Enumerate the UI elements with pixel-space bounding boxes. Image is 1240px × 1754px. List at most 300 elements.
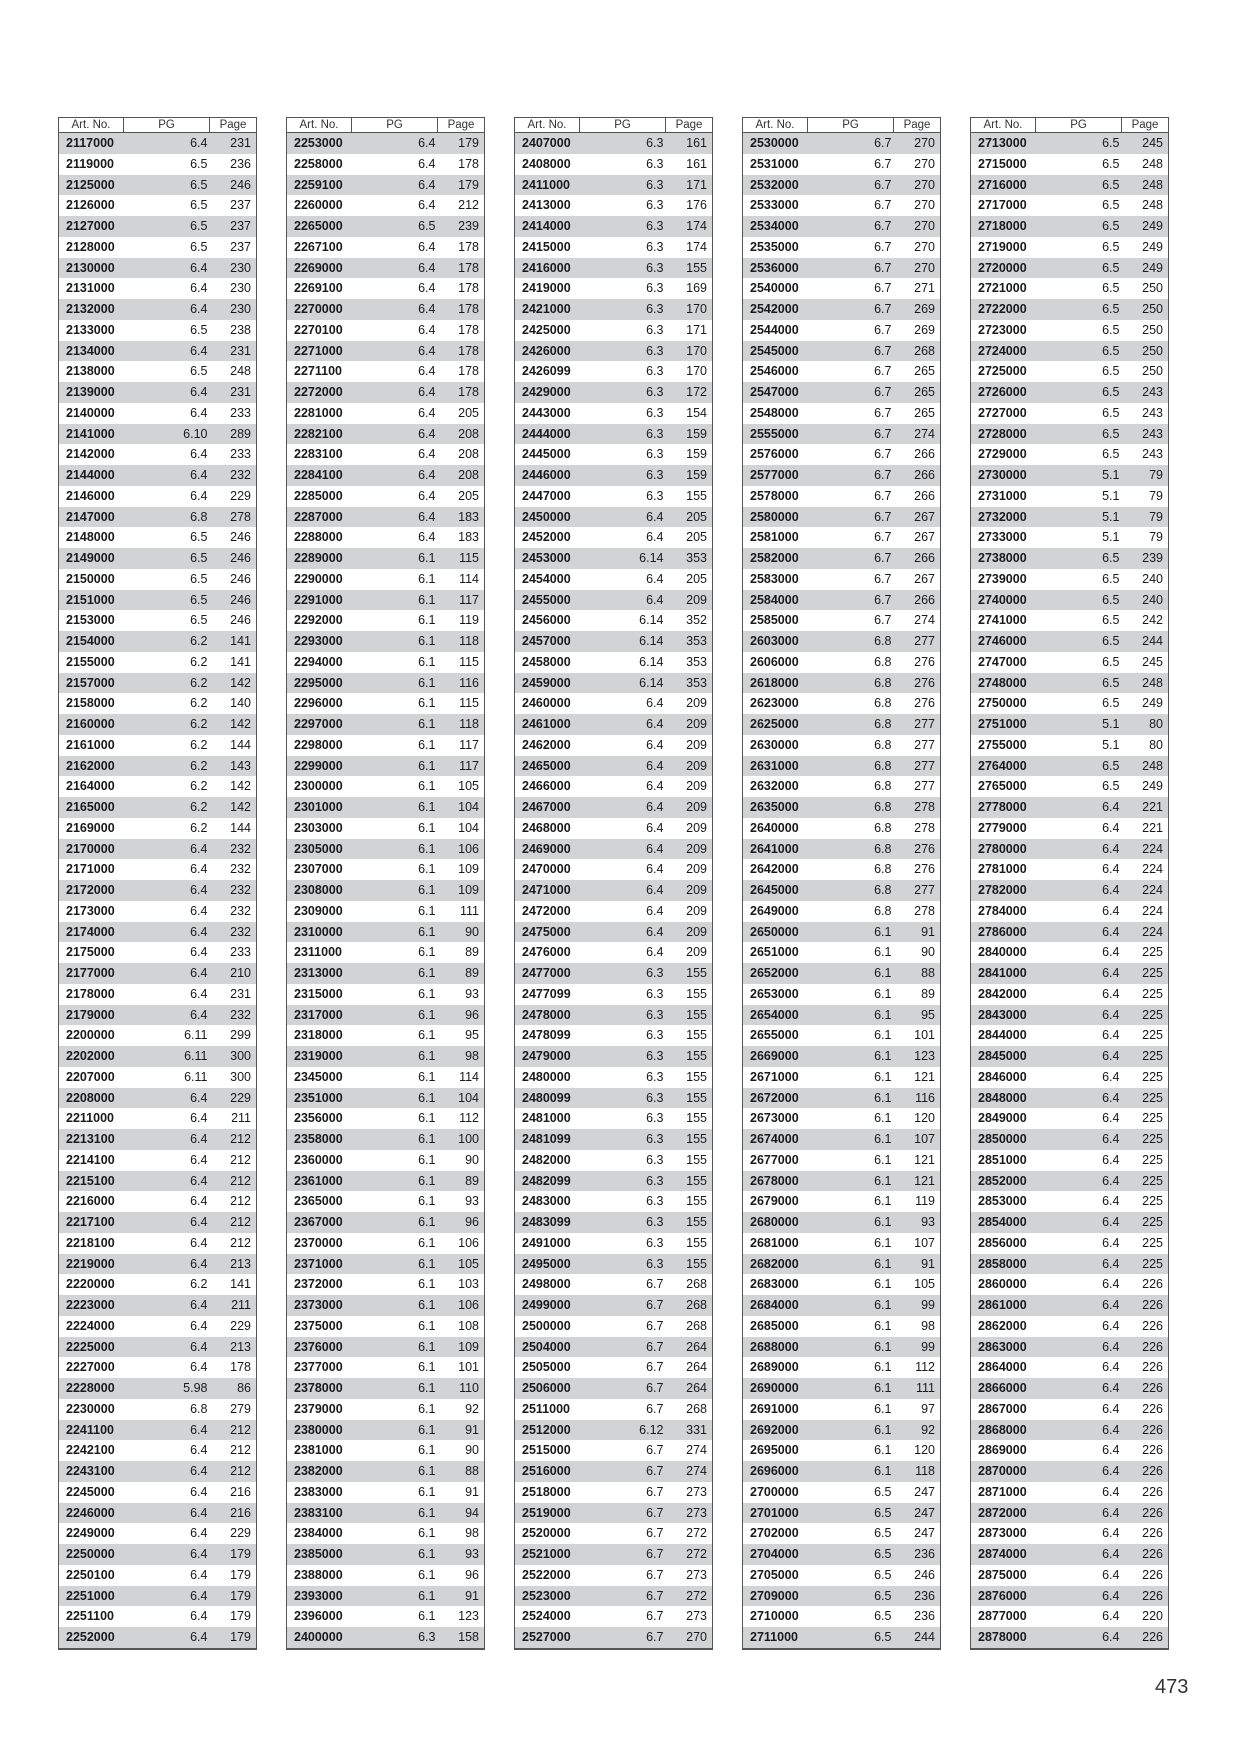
art-no-cell: 2260000 bbox=[294, 198, 343, 213]
pg-cell: 6.7 bbox=[874, 488, 892, 503]
art-no-cell: 2151000 bbox=[59, 590, 124, 611]
pg-cell: 6.4 bbox=[1102, 986, 1120, 1001]
table-row bbox=[743, 1399, 940, 1420]
page-cell: 209 bbox=[666, 922, 713, 943]
pg-cell: 6.1 bbox=[874, 1235, 892, 1250]
page-cell: 268 bbox=[686, 1318, 707, 1333]
pg-cell: 6.4 bbox=[124, 1212, 210, 1233]
pg-header: PG bbox=[124, 118, 210, 133]
pg-cell: 6.4 bbox=[418, 239, 436, 254]
pg-cell: 6.4 bbox=[124, 963, 210, 984]
page-cell: 178 bbox=[458, 364, 479, 379]
page-cell: 179 bbox=[210, 1627, 257, 1648]
pg-cell: 6.5 bbox=[1102, 405, 1120, 420]
art-no-cell: 2259100 bbox=[287, 175, 352, 196]
table-row bbox=[287, 756, 484, 777]
pg-cell: 6.1 bbox=[418, 1401, 436, 1416]
art-no-cell: 2618000 bbox=[743, 673, 808, 694]
table-row bbox=[743, 859, 940, 880]
table-row bbox=[515, 1005, 712, 1026]
art-no-cell: 2678000 bbox=[743, 1171, 808, 1192]
art-no-cell: 2654000 bbox=[743, 1005, 808, 1026]
art-no-cell: 2429000 bbox=[515, 382, 580, 403]
table-row bbox=[971, 382, 1168, 403]
art-no-cell: 2520000 bbox=[522, 1526, 571, 1541]
art-no-cell: 2380000 bbox=[287, 1420, 352, 1441]
table-row bbox=[971, 1627, 1168, 1648]
table-row bbox=[971, 1212, 1168, 1233]
pg-cell: 6.1 bbox=[352, 631, 438, 652]
page-cell: 143 bbox=[210, 756, 257, 777]
page-cell: 155 bbox=[666, 258, 713, 279]
art-no-cell: 2282100 bbox=[287, 424, 352, 445]
table-row bbox=[59, 278, 256, 299]
pg-cell: 6.5 bbox=[1036, 424, 1122, 445]
page-cell: 267 bbox=[914, 530, 935, 545]
art-no-cell: 2718000 bbox=[971, 216, 1036, 237]
art-no-cell: 2396000 bbox=[294, 1609, 343, 1624]
art-no-cell: 2606000 bbox=[750, 654, 799, 669]
art-no-cell: 2523000 bbox=[515, 1586, 580, 1607]
art-no-cell: 2630000 bbox=[750, 737, 799, 752]
art-no-cell: 2462000 bbox=[522, 737, 571, 752]
pg-cell: 6.4 bbox=[418, 488, 436, 503]
art-no-cell: 2285000 bbox=[294, 488, 343, 503]
pg-cell: 6.4 bbox=[190, 1443, 208, 1458]
art-no-cell: 2548000 bbox=[750, 405, 799, 420]
art-no-cell: 2295000 bbox=[287, 673, 352, 694]
art-no-cell: 2695000 bbox=[750, 1443, 799, 1458]
pg-cell: 6.4 bbox=[1036, 1295, 1122, 1316]
table-row bbox=[287, 1108, 484, 1129]
art-no-cell: 2447000 bbox=[522, 488, 571, 503]
page-cell: 158 bbox=[438, 1627, 485, 1648]
page-cell: 212 bbox=[210, 1420, 257, 1441]
table-row bbox=[59, 984, 256, 1005]
art-no-cell: 2545000 bbox=[743, 341, 808, 362]
pg-cell: 6.7 bbox=[874, 364, 892, 379]
page-cell: 155 bbox=[686, 1235, 707, 1250]
art-no-cell: 2512000 bbox=[515, 1420, 580, 1441]
pg-cell: 6.1 bbox=[418, 986, 436, 1001]
pg-cell: 6.1 bbox=[352, 922, 438, 943]
table-row bbox=[743, 1254, 940, 1275]
table-row bbox=[971, 507, 1168, 528]
table-row bbox=[287, 1088, 484, 1109]
table-row bbox=[515, 465, 712, 486]
pg-cell: 6.1 bbox=[352, 1005, 438, 1026]
page-cell: 274 bbox=[914, 613, 935, 628]
page-cell: 94 bbox=[438, 1503, 485, 1524]
art-no-cell: 2747000 bbox=[978, 654, 1027, 669]
table-row bbox=[59, 1565, 256, 1586]
pg-cell: 6.5 bbox=[808, 1586, 894, 1607]
table-row bbox=[743, 1046, 940, 1067]
page-cell: 91 bbox=[465, 1484, 479, 1499]
art-no-cell: 2227000 bbox=[66, 1360, 115, 1375]
pg-cell: 6.4 bbox=[124, 1088, 210, 1109]
table-row bbox=[59, 1378, 256, 1399]
table-row bbox=[287, 1316, 484, 1337]
pg-cell: 6.5 bbox=[124, 216, 210, 237]
page-cell: 178 bbox=[438, 299, 485, 320]
art-no-cell: 2711000 bbox=[743, 1627, 808, 1648]
pg-cell: 6.1 bbox=[808, 1461, 894, 1482]
table-row bbox=[59, 1461, 256, 1482]
page-cell: 352 bbox=[686, 613, 707, 628]
page-cell: 265 bbox=[914, 364, 935, 379]
page-cell: 119 bbox=[915, 1194, 935, 1209]
pg-cell: 6.4 bbox=[580, 880, 666, 901]
page-cell: 155 bbox=[666, 1254, 713, 1275]
table-row bbox=[59, 341, 256, 362]
art-no-cell: 2653000 bbox=[750, 986, 799, 1001]
table-row bbox=[743, 1295, 940, 1316]
table-row bbox=[743, 1005, 940, 1026]
page-cell: 92 bbox=[894, 1420, 941, 1441]
pg-cell: 6.7 bbox=[808, 424, 894, 445]
pg-cell: 6.1 bbox=[874, 986, 892, 1001]
table-row bbox=[287, 527, 484, 548]
pg-cell: 6.5 bbox=[190, 530, 208, 545]
pg-cell: 6.4 bbox=[1102, 820, 1120, 835]
pg-cell: 5.1 bbox=[1102, 737, 1120, 752]
page-cell: 211 bbox=[231, 1111, 251, 1126]
table-row bbox=[59, 1544, 256, 1565]
page-cell: 171 bbox=[666, 175, 713, 196]
table-row bbox=[59, 859, 256, 880]
art-no-cell: 2504000 bbox=[515, 1337, 580, 1358]
art-no-cell: 2139000 bbox=[59, 382, 124, 403]
pg-cell: 6.8 bbox=[874, 903, 892, 918]
art-no-cell: 2483099 bbox=[515, 1212, 580, 1233]
page-cell: 242 bbox=[1142, 613, 1163, 628]
table-row bbox=[515, 133, 712, 154]
pg-cell: 6.4 bbox=[124, 1544, 210, 1565]
art-no-cell: 2288000 bbox=[294, 530, 343, 545]
pg-cell: 6.3 bbox=[646, 488, 664, 503]
table-row bbox=[743, 1337, 940, 1358]
pg-cell: 6.5 bbox=[1102, 779, 1120, 794]
table-row bbox=[971, 610, 1168, 631]
table-row bbox=[59, 507, 256, 528]
art-no-cell: 2252000 bbox=[59, 1627, 124, 1648]
header-row bbox=[59, 118, 256, 133]
page-cell: 226 bbox=[1122, 1295, 1169, 1316]
table-row bbox=[743, 1461, 940, 1482]
table-row bbox=[743, 1088, 940, 1109]
art-no-cell: 2293000 bbox=[287, 631, 352, 652]
pg-cell: 6.1 bbox=[352, 1503, 438, 1524]
pg-cell: 6.1 bbox=[874, 1069, 892, 1084]
pg-cell: 6.4 bbox=[646, 530, 664, 545]
pg-cell: 6.4 bbox=[352, 258, 438, 279]
header-row bbox=[971, 118, 1168, 133]
page-cell: 226 bbox=[1142, 1484, 1163, 1499]
pg-cell: 6.1 bbox=[418, 1609, 436, 1624]
header-row bbox=[743, 118, 940, 133]
pg-cell: 6.8 bbox=[808, 880, 894, 901]
pg-cell: 6.5 bbox=[1036, 299, 1122, 320]
art-no-cell: 2845000 bbox=[971, 1046, 1036, 1067]
table-row bbox=[287, 631, 484, 652]
page-cell: 270 bbox=[894, 175, 941, 196]
table-row bbox=[59, 735, 256, 756]
pg-cell: 6.4 bbox=[190, 862, 208, 877]
pg-cell: 6.3 bbox=[580, 424, 666, 445]
pg-cell: 6.14 bbox=[639, 613, 664, 628]
pg-cell: 5.1 bbox=[1036, 507, 1122, 528]
pg-cell: 6.4 bbox=[190, 1111, 208, 1126]
page-cell: 243 bbox=[1122, 424, 1169, 445]
pg-cell: 5.1 bbox=[1102, 530, 1120, 545]
pg-cell: 6.1 bbox=[352, 1586, 438, 1607]
pg-cell: 6.4 bbox=[1102, 1401, 1120, 1416]
table-row bbox=[971, 465, 1168, 486]
pg-cell: 6.2 bbox=[124, 756, 210, 777]
art-no-cell: 2547000 bbox=[743, 382, 808, 403]
art-no-cell: 2713000 bbox=[971, 133, 1036, 154]
table-row bbox=[971, 922, 1168, 943]
page-cell: 225 bbox=[1122, 1254, 1169, 1275]
art-no-cell: 2536000 bbox=[743, 258, 808, 279]
pg-cell: 6.4 bbox=[124, 1420, 210, 1441]
pg-cell: 6.4 bbox=[646, 737, 664, 752]
page-cell: 221 bbox=[1122, 797, 1169, 818]
art-no-cell: 2416000 bbox=[515, 258, 580, 279]
page-cell: 209 bbox=[666, 797, 713, 818]
art-no-cell: 2635000 bbox=[743, 797, 808, 818]
pg-cell: 6.4 bbox=[418, 198, 436, 213]
pg-cell: 6.12 bbox=[580, 1420, 666, 1441]
page-cell: 225 bbox=[1142, 1069, 1163, 1084]
art-no-cell: 2171000 bbox=[66, 862, 115, 877]
page-cell: 276 bbox=[914, 696, 935, 711]
table-row bbox=[515, 714, 712, 735]
table-row bbox=[971, 1523, 1168, 1544]
table-row bbox=[59, 1316, 256, 1337]
table-row bbox=[287, 735, 484, 756]
art-no-cell: 2411000 bbox=[515, 175, 580, 196]
page-cell: 141 bbox=[230, 654, 251, 669]
art-no-cell: 2283100 bbox=[294, 447, 343, 462]
art-no-cell: 2877000 bbox=[978, 1609, 1027, 1624]
pg-cell: 6.4 bbox=[1102, 1028, 1120, 1043]
pg-cell: 6.3 bbox=[580, 1129, 666, 1150]
pg-cell: 6.1 bbox=[874, 1028, 892, 1043]
page-cell: 265 bbox=[914, 405, 935, 420]
page-cell: 240 bbox=[1122, 590, 1169, 611]
table-row bbox=[743, 154, 940, 175]
page-cell: 266 bbox=[894, 548, 941, 569]
table-row bbox=[971, 320, 1168, 341]
pg-cell: 6.1 bbox=[418, 1111, 436, 1126]
pg-cell: 6.1 bbox=[352, 1171, 438, 1192]
art-no-cell: 2652000 bbox=[743, 963, 808, 984]
page-cell: 111 bbox=[459, 903, 479, 918]
pg-cell: 6.7 bbox=[808, 590, 894, 611]
pg-cell: 6.2 bbox=[190, 1277, 208, 1292]
page-cell: 225 bbox=[1122, 1212, 1169, 1233]
page-cell: 250 bbox=[1142, 364, 1163, 379]
table-row bbox=[287, 278, 484, 299]
pg-cell: 6.5 bbox=[1102, 364, 1120, 379]
pg-cell: 6.4 bbox=[352, 341, 438, 362]
page-cell: 161 bbox=[686, 156, 707, 171]
table-row bbox=[971, 154, 1168, 175]
page-cell: 159 bbox=[666, 424, 713, 445]
table-row bbox=[287, 1254, 484, 1275]
art-no-cell: 2875000 bbox=[978, 1567, 1027, 1582]
art-no-cell: 2269000 bbox=[287, 258, 352, 279]
pg-cell: 6.5 bbox=[1036, 133, 1122, 154]
art-no-cell: 2495000 bbox=[515, 1254, 580, 1275]
table-row bbox=[971, 1295, 1168, 1316]
art-no-cell: 2144000 bbox=[59, 465, 124, 486]
pg-cell: 6.3 bbox=[580, 1212, 666, 1233]
page-cell: 209 bbox=[686, 737, 707, 752]
art-no-cell: 2272000 bbox=[287, 382, 352, 403]
art-no-cell: 2784000 bbox=[978, 903, 1027, 918]
art-no-cell: 2158000 bbox=[66, 696, 115, 711]
index-table bbox=[743, 118, 940, 1648]
page-cell: 97 bbox=[921, 1401, 935, 1416]
page-cell: 247 bbox=[914, 1484, 935, 1499]
page-cell: 109 bbox=[438, 880, 485, 901]
page-cell: 90 bbox=[465, 1443, 479, 1458]
table-row bbox=[287, 1357, 484, 1378]
page-cell: 119 bbox=[459, 613, 479, 628]
table-row bbox=[515, 590, 712, 611]
pg-cell: 6.4 bbox=[1102, 1484, 1120, 1499]
pg-cell: 6.11 bbox=[184, 1069, 208, 1084]
pg-cell: 6.3 bbox=[646, 1111, 664, 1126]
art-no-cell: 2383000 bbox=[294, 1484, 343, 1499]
table-row bbox=[515, 942, 712, 963]
page-cell: 226 bbox=[1122, 1503, 1169, 1524]
table-row bbox=[515, 237, 712, 258]
table-row bbox=[515, 1378, 712, 1399]
page-cell: 118 bbox=[438, 714, 485, 735]
art-no-cell: 2265000 bbox=[287, 216, 352, 237]
page-cell: 246 bbox=[230, 613, 251, 628]
art-no-cell: 2250100 bbox=[66, 1567, 115, 1582]
pg-cell: 6.4 bbox=[1102, 1152, 1120, 1167]
art-no-cell: 2544000 bbox=[750, 322, 799, 337]
table-row bbox=[743, 756, 940, 777]
table-row bbox=[515, 1482, 712, 1503]
page-cell: 249 bbox=[1142, 239, 1163, 254]
art-no-cell: 2546000 bbox=[750, 364, 799, 379]
art-no-cell: 2258000 bbox=[294, 156, 343, 171]
art-no-cell: 2555000 bbox=[743, 424, 808, 445]
page-cell: 225 bbox=[1122, 1129, 1169, 1150]
art-no-cell: 2148000 bbox=[66, 530, 115, 545]
page-cell: 108 bbox=[458, 1318, 479, 1333]
art-no-cell: 2853000 bbox=[978, 1194, 1027, 1209]
page-cell: 243 bbox=[1142, 405, 1163, 420]
table-row bbox=[743, 1627, 940, 1648]
art-no-cell: 2443000 bbox=[522, 405, 571, 420]
art-no-cell: 2444000 bbox=[515, 424, 580, 445]
page-cell: 212 bbox=[210, 1461, 257, 1482]
pg-cell: 6.3 bbox=[580, 382, 666, 403]
art-no-cell: 2482000 bbox=[522, 1152, 571, 1167]
pg-cell: 6.4 bbox=[1036, 1005, 1122, 1026]
page-cell: 237 bbox=[210, 216, 257, 237]
pg-cell: 6.4 bbox=[190, 1194, 208, 1209]
page-cell: 208 bbox=[458, 447, 479, 462]
page-cell: 221 bbox=[1142, 820, 1163, 835]
page-cell: 118 bbox=[894, 1461, 941, 1482]
art-no-header: Art. No. bbox=[287, 118, 352, 133]
pg-cell: 6.4 bbox=[646, 779, 664, 794]
index-column-2 bbox=[286, 117, 485, 1650]
table-row bbox=[59, 424, 256, 445]
table-row bbox=[59, 403, 256, 424]
art-no-cell: 2142000 bbox=[66, 447, 115, 462]
table-row bbox=[287, 237, 484, 258]
page-cell: 112 bbox=[459, 1111, 479, 1126]
pg-cell: 6.4 bbox=[190, 488, 208, 503]
art-no-cell: 2710000 bbox=[750, 1609, 799, 1624]
art-no-cell: 2200000 bbox=[66, 1028, 115, 1043]
table-row bbox=[743, 299, 940, 320]
table-row bbox=[743, 1357, 940, 1378]
page-cell: 178 bbox=[230, 1360, 251, 1375]
table-row bbox=[515, 1440, 712, 1461]
table-row bbox=[59, 673, 256, 694]
page-cell: 109 bbox=[438, 1337, 485, 1358]
art-no-cell: 2506000 bbox=[515, 1378, 580, 1399]
page-cell: 272 bbox=[686, 1526, 707, 1541]
art-no-cell: 2155000 bbox=[66, 654, 115, 669]
table-row bbox=[515, 154, 712, 175]
table-row bbox=[743, 175, 940, 196]
page-cell: 274 bbox=[666, 1461, 713, 1482]
table-row bbox=[743, 880, 940, 901]
art-no-cell: 2175000 bbox=[66, 945, 115, 960]
table-row bbox=[287, 548, 484, 569]
art-no-cell: 2377000 bbox=[294, 1360, 343, 1375]
page-cell: 208 bbox=[438, 424, 485, 445]
pg-cell: 6.3 bbox=[580, 1088, 666, 1109]
table-row bbox=[515, 776, 712, 797]
table-row bbox=[59, 299, 256, 320]
pg-cell: 6.5 bbox=[1102, 654, 1120, 669]
pg-cell: 6.1 bbox=[418, 737, 436, 752]
pg-cell: 6.7 bbox=[580, 1461, 666, 1482]
art-no-cell: 2724000 bbox=[971, 341, 1036, 362]
table-row bbox=[515, 1254, 712, 1275]
page-cell: 273 bbox=[686, 1567, 707, 1582]
table-row bbox=[59, 818, 256, 839]
table-row bbox=[971, 1254, 1168, 1275]
art-no-cell: 2220000 bbox=[66, 1277, 115, 1292]
table-row bbox=[515, 652, 712, 673]
art-no-cell: 2499000 bbox=[515, 1295, 580, 1316]
page-cell: 216 bbox=[230, 1484, 251, 1499]
pg-cell: 6.1 bbox=[352, 880, 438, 901]
table-row bbox=[971, 1005, 1168, 1026]
pg-cell: 6.3 bbox=[646, 239, 664, 254]
page-cell: 249 bbox=[1122, 258, 1169, 279]
page-cell: 267 bbox=[894, 507, 941, 528]
pg-cell: 6.4 bbox=[1036, 1129, 1122, 1150]
pg-cell: 6.1 bbox=[352, 590, 438, 611]
page-cell: 226 bbox=[1122, 1627, 1169, 1648]
art-no-cell: 2519000 bbox=[515, 1503, 580, 1524]
